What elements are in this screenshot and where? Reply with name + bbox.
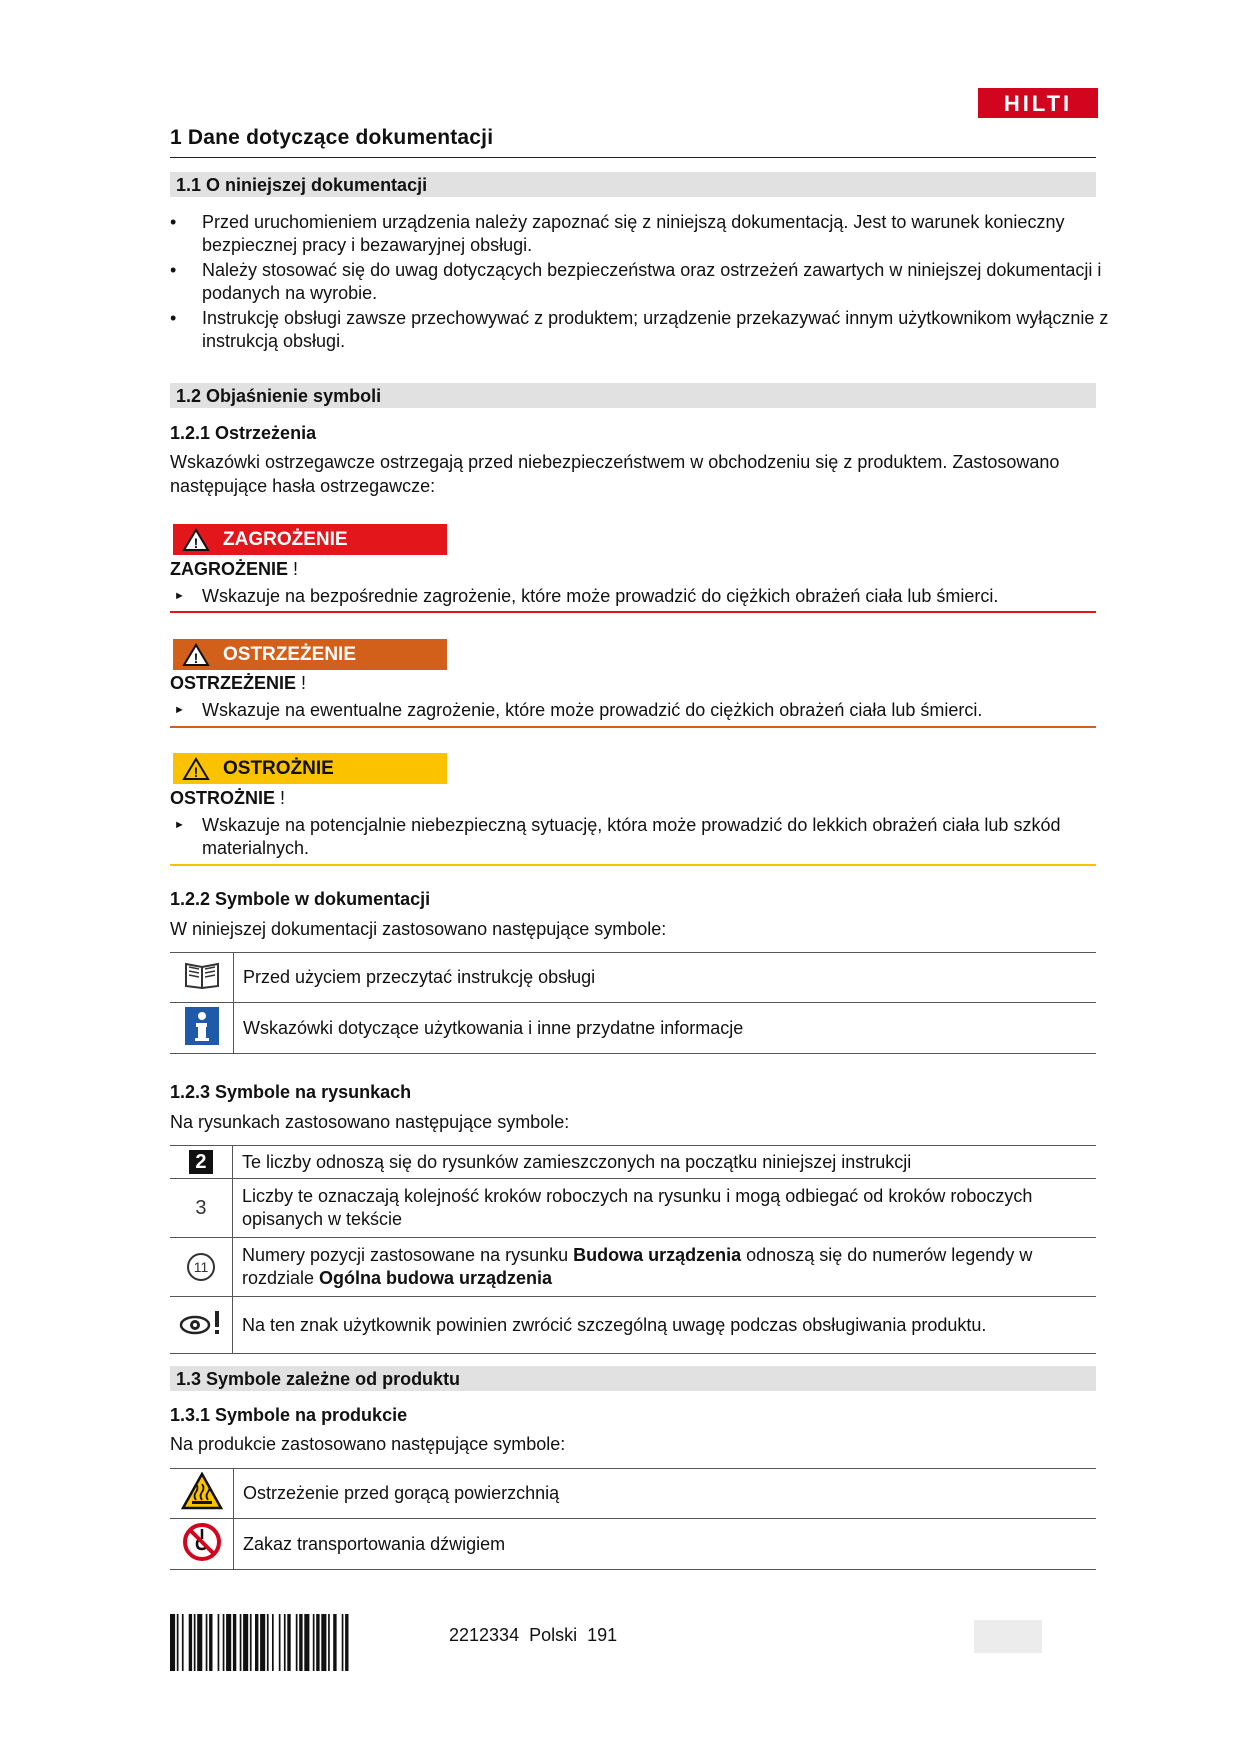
barcode-bar <box>345 1614 348 1671</box>
barcode-bar <box>209 1614 212 1671</box>
arrow-right-icon: ► <box>174 819 185 831</box>
section-title: 1 Dane dotyczące dokumentacji <box>170 126 1096 158</box>
product-symbols-intro: Na produkcie zastosowano następujące symbole: <box>170 1434 566 1454</box>
barcode-bar <box>287 1614 290 1671</box>
barcode-bar <box>267 1614 269 1671</box>
barcode-bar <box>272 1614 274 1671</box>
page-footer: 2212334 Polski 191 <box>449 1625 618 1645</box>
doc-symbols-table <box>170 952 1096 1054</box>
warning-signal-word: OSTRZEŻENIE ! <box>170 673 307 693</box>
figure-symbols-intro: Na rysunkach zastosowano następujące symbole: <box>170 1112 570 1132</box>
arrow-right-icon: ► <box>174 704 185 716</box>
barcode-bar <box>299 1614 302 1671</box>
barcode-bar <box>333 1614 336 1671</box>
table-row: Ostrzeżenie przed gorącą powierzchnią <box>170 1469 1096 1519</box>
barcode-bar <box>284 1614 286 1671</box>
barcode-bar <box>243 1614 248 1671</box>
barcode-bar <box>182 1614 184 1671</box>
caution-signal-word: OSTROŻNIE ! <box>170 788 286 808</box>
table-row: 3 Liczby te oznaczają kolejność kroków roboczych na rysunku i mogą odbiegać od kroków roboczych opisanych w tekście <box>170 1179 1096 1238</box>
warnings-intro: Wskazówki ostrzegawcze ostrzegają przed niebezpieczeństwem w obchodzeniu się z produktem. Zastosowano następujące hasła ostrzegawcze: <box>170 452 1060 496</box>
danger-rule <box>170 611 1096 613</box>
table-row: Przed użyciem przeczytać instrukcję obsługi <box>170 953 1096 1003</box>
warning-triangle-icon <box>182 757 210 781</box>
barcode-bar <box>189 1614 192 1671</box>
barcode-bar <box>316 1614 319 1671</box>
warning-description: ► Wskazuje na ewentualne zagrożenie, które może prowadzić do ciężkich obrażeń ciała lub śmierci. <box>174 700 983 720</box>
no-crane-icon <box>170 1519 234 1570</box>
barcode-bar <box>194 1614 196 1671</box>
bullet-item: • Przed uruchomieniem urządzenia należy zapoznać się z niniejszą dokumentacją. Jest to warunek konieczny bezpiecznej pracy i bezawaryjnej obsługi. <box>170 212 1065 255</box>
barcode <box>170 1614 424 1671</box>
caution-badge: ! OSTROŻNIE <box>173 753 447 784</box>
danger-description: ► Wskazuje na bezpośrednie zagrożenie, które może prowadzić do ciężkich obrażeń ciała lub śmierci. <box>174 586 999 606</box>
barcode-bar <box>218 1614 220 1671</box>
barcode-bar <box>260 1614 265 1671</box>
svg-text:HILTI: HILTI <box>1003 91 1073 116</box>
table-row: Na ten znak użytkownik powinien zwrócić szczególną uwagę podczas obsługiwania produktu. <box>170 1297 1096 1354</box>
table-row: 2 Te liczby odnoszą się do rysunków zamieszczonych na początku niniejszej instrukcji <box>170 1146 1096 1179</box>
svg-text:!: ! <box>193 764 199 780</box>
table-row: Wskazówki dotyczące użytkowania i inne przydatne informacje <box>170 1003 1096 1054</box>
subsection-1-1-title: 1.1 O niniejszej dokumentacji <box>170 172 1096 197</box>
table-row: 11 Numery pozycji zastosowane na rysunku Budowa urządzenia odnoszą się do numerów legendy w rozdziale Ogólna budowa urządzenia <box>170 1238 1096 1297</box>
intro-bullet-list <box>170 211 1130 355</box>
barcode-bar <box>223 1614 225 1671</box>
warning-badge: ! OSTRZEŻENIE <box>173 639 447 670</box>
barcode-bar <box>233 1614 236 1671</box>
caution-description: ► Wskazuje na potencjalnie niebezpieczną sytuację, która może prowadzić do lekkich obrażeń ciała lub szkód materialnych. <box>174 815 1061 858</box>
subsection-1-2-title: 1.2 Objaśnienie symboli <box>170 383 1096 408</box>
caution-rule <box>170 864 1096 866</box>
attention-eye-icon <box>170 1297 232 1354</box>
hilti-logo <box>978 88 1098 118</box>
barcode-bar <box>255 1614 258 1671</box>
barcode-bar <box>240 1614 242 1671</box>
barcode-bar <box>328 1614 330 1671</box>
barcode-bar <box>197 1614 202 1671</box>
figure-number-icon: 2 <box>170 1146 232 1179</box>
info-icon <box>170 1003 234 1054</box>
subsection-1-3-1-title: 1.3.1 Symbole na produkcie <box>170 1405 408 1425</box>
bullet-item: • Instrukcję obsługi zawsze przechowywać z produktem; urządzenie przekazywać innym użytkownikom wyłącznie z instrukcją obsługi. <box>170 308 1109 351</box>
barcode-bar <box>206 1614 208 1671</box>
warning-triangle-icon <box>182 528 210 552</box>
barcode-bar <box>313 1614 315 1671</box>
warning-triangle-icon <box>182 643 210 667</box>
warning-rule <box>170 726 1096 728</box>
barcode-bar <box>321 1614 326 1671</box>
barcode-bar <box>342 1614 344 1671</box>
svg-text:!: ! <box>193 535 199 551</box>
product-symbols-table <box>170 1468 1096 1570</box>
item-number-icon: 11 <box>170 1238 232 1297</box>
svg-text:!: ! <box>193 650 199 666</box>
barcode-bar <box>296 1614 298 1671</box>
danger-badge: ! ZAGROŻENIE <box>173 524 447 555</box>
footer-shade-block <box>974 1620 1042 1653</box>
barcode-bar <box>170 1614 175 1671</box>
figure-symbols-table <box>170 1145 1096 1354</box>
doc-symbols-intro: W niniejszej dokumentacji zastosowano następujące symbole: <box>170 919 667 939</box>
arrow-right-icon: ► <box>174 590 185 602</box>
danger-signal-word: ZAGROŻENIE ! <box>170 559 299 579</box>
book-icon <box>170 953 234 1003</box>
barcode-bar <box>177 1614 179 1671</box>
barcode-bar <box>304 1614 309 1671</box>
barcode-bar <box>279 1614 281 1671</box>
bullet-item: • Należy stosować się do uwag dotyczących bezpieczeństwa oraz ostrzeżeń zawartych w niniejszej dokumentacji i podanych na wyrobie. <box>170 260 1102 303</box>
hot-surface-icon <box>170 1469 234 1519</box>
subsection-1-2-3-title: 1.2.3 Symbole na rysunkach <box>170 1082 412 1102</box>
subsection-1-2-2-title: 1.2.2 Symbole w dokumentacji <box>170 889 431 909</box>
subsection-1-3-title: 1.3 Symbole zależne od produktu <box>170 1366 1096 1391</box>
subsection-1-2-1-title: 1.2.1 Ostrzeżenia <box>170 423 317 443</box>
barcode-bar <box>226 1614 231 1671</box>
step-number-icon: 3 <box>170 1179 232 1238</box>
barcode-bar <box>250 1614 252 1671</box>
table-row: Zakaz transportowania dźwigiem <box>170 1519 1096 1570</box>
